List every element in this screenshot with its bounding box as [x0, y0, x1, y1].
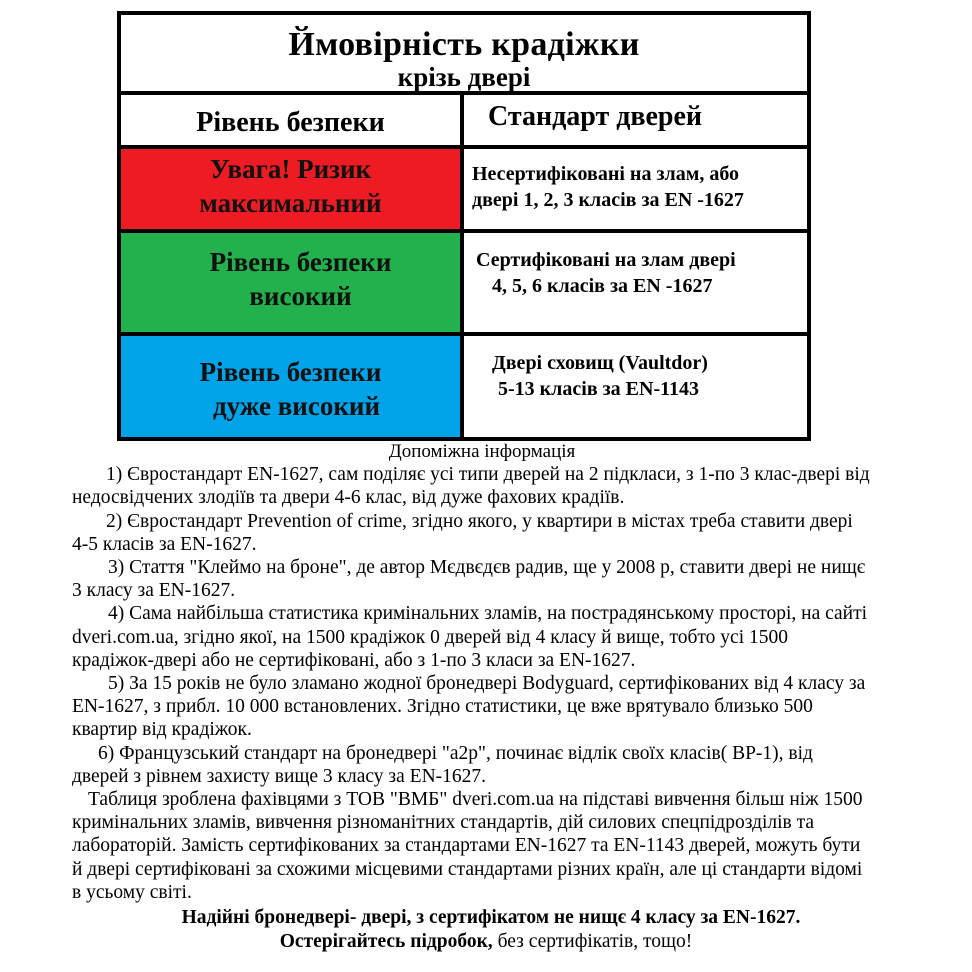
standard-line: 5-13 класів за EN-1143 — [498, 378, 700, 400]
info-summary: Таблиця зроблена фахівцями з ТОВ "ВМБ" dveri.com.ua на підставі вивчення більш ніж 1500 кримінальних зламів, вивчення різноманітних стандартів, дій силових спецпідрозділів та лабораторій. Замість сертифікованих за стандартами EN-1627 та EN-1143 дверей, можуть бути й двері сертифіковані за схожими місцевими стандартами різних країн, але ці стандарти відомі в усьому світі. — [72, 789, 863, 903]
level-line: максимальний — [199, 188, 382, 218]
info-item: 4) Сама найбільша статистика кримінальних зламів, на пострадянському просторі, на сайті dveri.com.ua, згідно якої, на 1500 крадіжок 0 дверей від 4 класу й вище, тобто усі 1500 крадіжок-двері або не сертифіковані, або з 1-по 3 класи за EN-1627. — [72, 603, 868, 671]
table-row-very-high — [121, 336, 807, 437]
table-subtitle: крізь двері — [397, 62, 531, 92]
table-row-max-risk — [121, 149, 807, 233]
info-title: Допоміжна інформація — [388, 441, 576, 462]
standard-line: двері 1, 2, 3 класів за EN -1627 — [472, 189, 744, 211]
standard-line: Несертифіковані на злам, або — [472, 163, 740, 185]
level-cell — [121, 233, 464, 332]
level-line: Увага! Ризик — [209, 154, 372, 184]
table-title: Ймовірність крадіжки — [288, 26, 640, 63]
standard-line: Сертифіковані на злам двері — [476, 249, 736, 271]
footer-warning-rest: без сертифікатів, тощо! — [492, 931, 693, 952]
standard-cell — [464, 149, 807, 229]
level-line: Рівень безпеки — [199, 357, 382, 387]
additional-info — [72, 440, 872, 904]
table-title-row — [121, 15, 807, 95]
standard-line: Двері сховищ (Vaultdor) — [492, 352, 708, 374]
info-item: 1) Євростандарт EN-1627, сам поділяє усі типи дверей на 2 підкласи, з 1-по 3 клас-двері від недосвідчених злодіїв та двери 4-6 клас, від дуже фахових крадіїв. — [72, 464, 870, 509]
level-line: Рівень безпеки — [209, 247, 392, 277]
footer-warning — [0, 931, 972, 953]
info-item: 6) Французський стандарт на бронедвері "a2p", починає відлік своїх класів( BP-1), від дверей з рівнем захисту вище 3 класу за EN-1627. — [72, 742, 813, 787]
standard-cell — [464, 336, 807, 437]
level-line: дуже високий — [212, 391, 381, 421]
standard-cell — [464, 233, 807, 332]
header-door-standard: Стандарт дверей — [488, 101, 703, 132]
info-item: 2) Євростандарт Prevention of crime, згідно якого, у квартири в містах треба ставити двері 4-5 класів за EN-1627. — [72, 510, 853, 555]
level-cell — [121, 149, 464, 229]
footer-recommendation: Надійні бронедвері- двері, з сертифікатом не нищє 4 класу за EN-1627. — [181, 907, 801, 928]
table-header-row — [121, 95, 807, 149]
standard-line: 4, 5, 6 класів за EN -1627 — [492, 275, 713, 297]
level-line: високий — [249, 281, 352, 311]
footer-warning-bold: Остерігайтесь підробок, — [279, 931, 493, 952]
security-table — [117, 11, 811, 441]
header-security-level: Рівень безпеки — [121, 95, 464, 145]
level-cell — [121, 336, 464, 437]
table-row-high — [121, 233, 807, 336]
info-item: 3) Стаття "Клеймо на броне", де автор Мєдвєдєв радив, ще у 2008 р, ставити двері не нищє 3 класу за EN-1627. — [72, 557, 866, 602]
info-item: 5) За 15 років не було зламано жодної бронедвері Bodyguard, сертифікованих від 4 класу за EN-1627, з прибл. 10 000 встановлених. Згідно статистики, це вже врятувало близько 500 квартир від крадіжок. — [72, 673, 866, 741]
